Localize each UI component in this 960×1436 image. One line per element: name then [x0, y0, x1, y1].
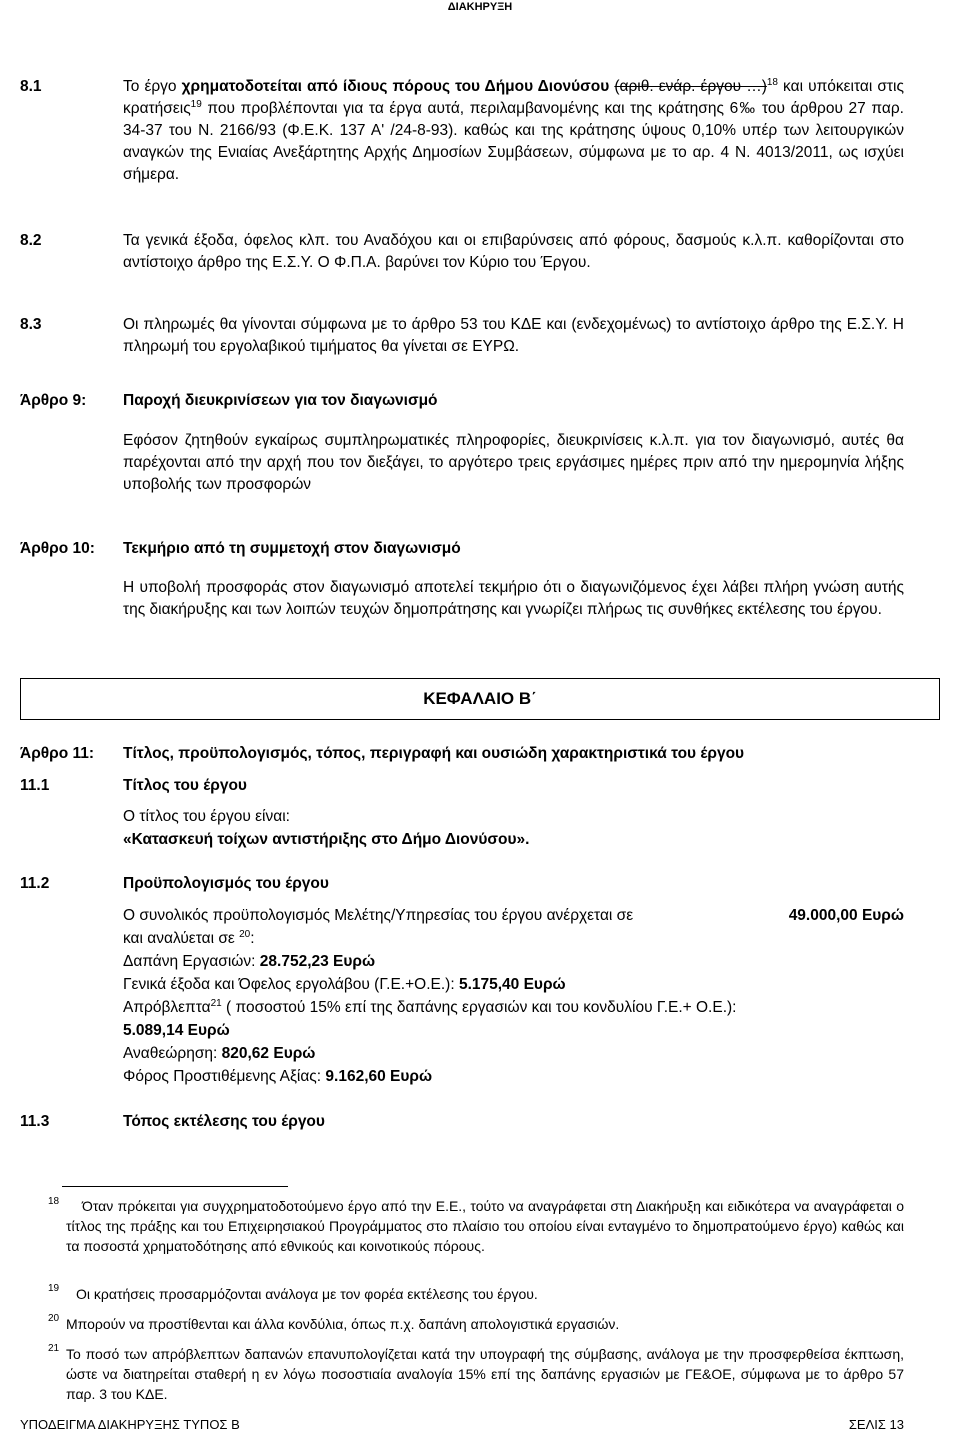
section-11-3-title: Τόπος εκτέλεσης του έργου — [123, 1113, 325, 1130]
section-8-2-text: Τα γενικά έξοδα, όφελος κλπ. του Αναδόχου και οι επιβαρύνσεις από φόρους, δασμούς κ.λ.π. καθορίζονται στο αντίστοιχο άρθρο της Ε.Σ.Υ. Ο Φ.Π.Α. βαρύνει τον Κύριο του Έργου. — [123, 232, 904, 271]
labour-cost-amount: 28.752,23 Ευρώ — [259, 953, 376, 970]
contingency-line — [123, 997, 904, 1019]
section-11-2-number: 11.2 — [20, 875, 50, 892]
section-8-3-text: Οι πληρωμές θα γίνονται σύμφωνα με το άρθρο 53 του ΚΔΕ και (ενδεχομένως) το αντίστοιχο άρθρο της Ε.Σ.Υ. Η πληρωμή του εργολαβικού τιμήματος θα γίνεται σε ΕΥΡΩ. — [123, 316, 904, 355]
section-8-1-text — [123, 76, 904, 186]
overhead-line — [123, 974, 566, 996]
section-8-2-number: 8.2 — [20, 232, 42, 249]
section-11-1-title: Τίτλος του έργου — [123, 777, 247, 794]
article-10-label: Άρθρο 10: — [20, 540, 95, 557]
s81-funding: χρηματοδοτείται από ίδιους πόρους του Δήμου Διονύσου — [181, 78, 610, 95]
footnote-21-number: 21 — [48, 1343, 60, 1354]
section-11-3-number: 11.3 — [20, 1113, 50, 1130]
vat-amount: 9.162,60 Ευρώ — [325, 1068, 433, 1085]
article-10-title: Τεκμήριο από τη συμμετοχή στον διαγωνισμό — [123, 540, 461, 557]
chapter-heading — [20, 678, 940, 720]
section-8-1-number: 8.1 — [20, 78, 42, 95]
section-11-1-number: 11.1 — [20, 777, 50, 794]
footer-left: ΥΠΟΔΕΙΓΜΑ ΔΙΑΚΗΡΥΞΗΣ ΤΥΠΟΣ Β — [20, 1417, 240, 1432]
vat-line — [123, 1066, 432, 1088]
page-number: ΣΕΛΙΣ 13 — [848, 1417, 904, 1432]
budget-total-text: Ο συνολικός προϋπολογισμός Μελέτης/Υπηρεσίας του έργου ανέρχεται σε — [123, 907, 634, 924]
budget-analysis-colon: : — [250, 930, 255, 947]
page-header: ΔΙΑΚΗΡΥΞΗ — [447, 1, 513, 13]
contingency-text: ( ποσοστού 15% επί της δαπάνης εργασιών και του κονδυλίου Γ.Ε.+ Ο.Ε.): — [221, 999, 737, 1016]
labour-cost-line — [123, 951, 375, 973]
footnote-21-text: Το ποσό των απρόβλεπτων δαπανών επανυπολογίζεται κατά την υπογραφή της σύμβασης, ανάλογα με την προσφερθείσα έκπτωση, ώστε να διατηρείται σταθερή η εν λόγω ποσοστιαία αναλογία 15% επί της δαπάνης εργασιών με ΓΕ&ΟΕ, σύμφωνα με το άρθρο 57 παρ. 3 του ΚΔΕ. — [66, 1346, 904, 1402]
section-11-1-intro: Ο τίτλος του έργου είναι: — [123, 808, 290, 825]
budget-analysis-text: και αναλύεται σε — [123, 930, 235, 947]
article-10-text: Η υποβολή προσφοράς στον διαγωνισμό αποτελεί τεκμήριο ότι ο διαγωνιζόμενος έχει λάβει πλήρη γνώση αυτής της διακήρυξης και των λοιπών τευχών δημοπράτησης και γνωρίζει πλήρως τις συνθήκες εκτέλεσης του έργου. — [123, 579, 904, 618]
footnote-ref-21[interactable]: 21 — [210, 997, 222, 1009]
labour-cost-label: Δαπάνη Εργασιών: — [123, 953, 260, 970]
footnote-18-text: Όταν πρόκειται για συγχρηματοδοτούμενο έργο από την Ε.Ε., τούτο να αναγράφεται στη Διακήρυξη και ειδικότερα να αναγράφεται ο τίτλος της πράξης και του Επιχειρησιακού Προγράμματος στο πλαίσιο του οποίου είναι ενταγμένο το δημοπρατούμενο έργο) καθώς και τα ποσοστά χρηματοδότησης από εθνικούς και κοινοτικούς πόρους. — [66, 1198, 904, 1254]
chapter-title: ΚΕΦΑΛΑΙΟ Β΄ — [423, 689, 537, 708]
footnote-ref-18[interactable]: 18 — [766, 76, 778, 88]
contingency-label: Απρόβλεπτα — [123, 999, 211, 1016]
vat-label: Φόρος Προστιθέμενης Αξίας: — [123, 1068, 326, 1085]
footnote-20-number: 20 — [48, 1313, 60, 1324]
overhead-amount: 5.175,40 Ευρώ — [458, 976, 566, 993]
budget-total-line — [123, 905, 904, 927]
s81-text-d: και υπόκειται στις κρατήσεις — [123, 78, 904, 117]
footnote-ref-20[interactable]: 20 — [239, 928, 251, 940]
section-8-3-number: 8.3 — [20, 316, 42, 333]
article-11-label: Άρθρο 11: — [20, 745, 95, 762]
footnote-18-number: 18 — [48, 1196, 60, 1207]
footnote-19-text: Οι κρατήσεις προσαρμόζονται ανάλογα με τον φορέα εκτέλεσης του έργου. — [76, 1286, 538, 1302]
revision-label: Αναθεώρηση: — [123, 1045, 222, 1062]
footnote-20-text: Μπορούν να προστίθενται και άλλα κονδύλια, όπως π.χ. δαπάνη απολογιστικά εργασιών. — [66, 1316, 620, 1332]
budget-analysis-line — [123, 928, 255, 950]
section-11-2-title: Προϋπολογισμός του έργου — [123, 875, 329, 892]
project-title: «Κατασκευή τοίχων αντιστήριξης στο Δήμο Διονύσου». — [123, 831, 530, 848]
article-9-title: Παροχή διευκρινίσεων για τον διαγωνισμό — [123, 392, 438, 409]
s81-text-e: που προβλέπονται για τα έργα αυτά, περιλαμβανομένης και της κράτησης 6‰ του άρθρου 27 παρ. 34-37 του Ν. 2166/93 (Φ.Ε.Κ. 137 Α' /24-8-93). καθώς και της κράτησης ύψους 0,10% υπέρ των λειτουργικών αναγκών της Ενιαίας Ανεξάρτητης Αρχής Δημοσίων Συμβάσεων, σύμφωνα με το αρ. 4 Ν. 4013/2011, ως ισχύει σήμερα. — [123, 100, 904, 183]
budget-total-amount: 49.000,00 Ευρώ — [788, 907, 904, 924]
overhead-label: Γενικά έξοδα και Όφελος εργολάβου (Γ.Ε.+Ο.Ε.): — [123, 976, 459, 993]
revision-line — [123, 1043, 315, 1065]
article-9-label: Άρθρο 9: — [20, 392, 87, 409]
footnote-ref-19[interactable]: 19 — [190, 98, 202, 110]
s81-strike: (αριθ. ενάρ. έργου …) — [614, 78, 767, 95]
footnote-19-number: 19 — [48, 1283, 60, 1294]
footnote-separator — [62, 1186, 288, 1187]
contingency-amount: 5.089,14 Ευρώ — [123, 1022, 230, 1039]
revision-amount: 820,62 Ευρώ — [221, 1045, 316, 1062]
article-9-text: Εφόσον ζητηθούν εγκαίρως συμπληρωματικές πληροφορίες, διευκρινίσεις κ.λ.π. για τον διαγωνισμό, αυτές θα παρέχονται από την αρχή που τον διεξάγει, το αργότερο τρεις εργάσιμες ημέρες πριν από την ημερομηνία λήξης υποβολής των προσφορών — [123, 432, 904, 493]
s81-text-a: Το έργο — [123, 78, 182, 95]
article-11-title: Τίτλος, προϋπολογισμός, τόπος, περιγραφή και ουσιώδη χαρακτηριστικά του έργου — [123, 745, 745, 762]
